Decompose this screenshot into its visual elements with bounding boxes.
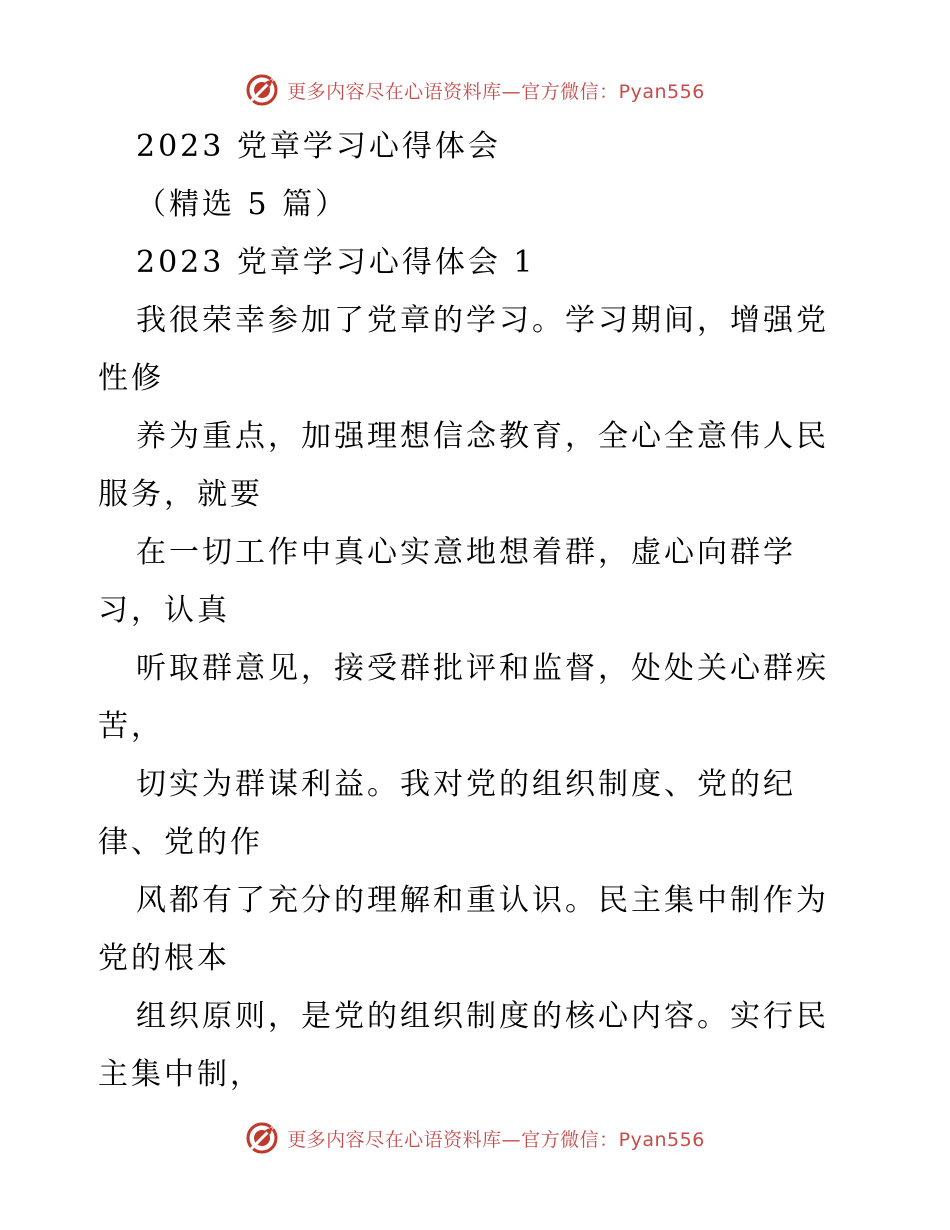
- paragraph-line: 服务，就要: [98, 477, 263, 512]
- paragraph: [98, 292, 858, 1104]
- paragraph-line: 苦，: [98, 709, 164, 744]
- paragraph-line: 习，认真: [98, 593, 230, 628]
- document-title: 2023 党章学习心得体会: [136, 129, 501, 164]
- paragraph-line: 组织原则，是党的组织制度的核心内容。实行民: [136, 999, 829, 1034]
- paragraph-line: 养为重点，加强理想信念教育，全心全意伟人民: [136, 419, 829, 454]
- header-banner-text: 更多内容尽在心语资料库—官方微信：Pyan556: [287, 80, 705, 103]
- document-body: [98, 118, 858, 1104]
- paragraph-line: 性修: [98, 361, 164, 396]
- paragraph-line: 主集中制，: [98, 1057, 263, 1092]
- paragraph-line: 在一切工作中真心实意地想着群，虚心向群学: [136, 535, 796, 570]
- brand-logo-icon: [245, 73, 279, 107]
- document-subtitle: （精选 5 篇）: [136, 187, 349, 222]
- footer-banner-text: 更多内容尽在心语资料库—官方微信：Pyan556: [287, 1128, 705, 1151]
- paragraph-line: 切实为群谋利益。我对党的组织制度、党的纪: [136, 767, 796, 802]
- paragraph-line: 风都有了充分的理解和重认识。民主集中制作为: [136, 883, 829, 918]
- footer-banner: [0, 1118, 950, 1158]
- brand-logo-icon: [245, 1121, 279, 1155]
- paragraph-line: 我很荣幸参加了党章的学习。学习期间，增强党: [136, 303, 829, 338]
- section-heading: 2023 党章学习心得体会 1: [136, 245, 536, 280]
- paragraph-line: 律、党的作: [98, 825, 263, 860]
- paragraph-line: 党的根本: [98, 941, 230, 976]
- paragraph-line: 听取群意见，接受群批评和监督，处处关心群疾: [136, 651, 829, 686]
- header-banner: [0, 70, 950, 110]
